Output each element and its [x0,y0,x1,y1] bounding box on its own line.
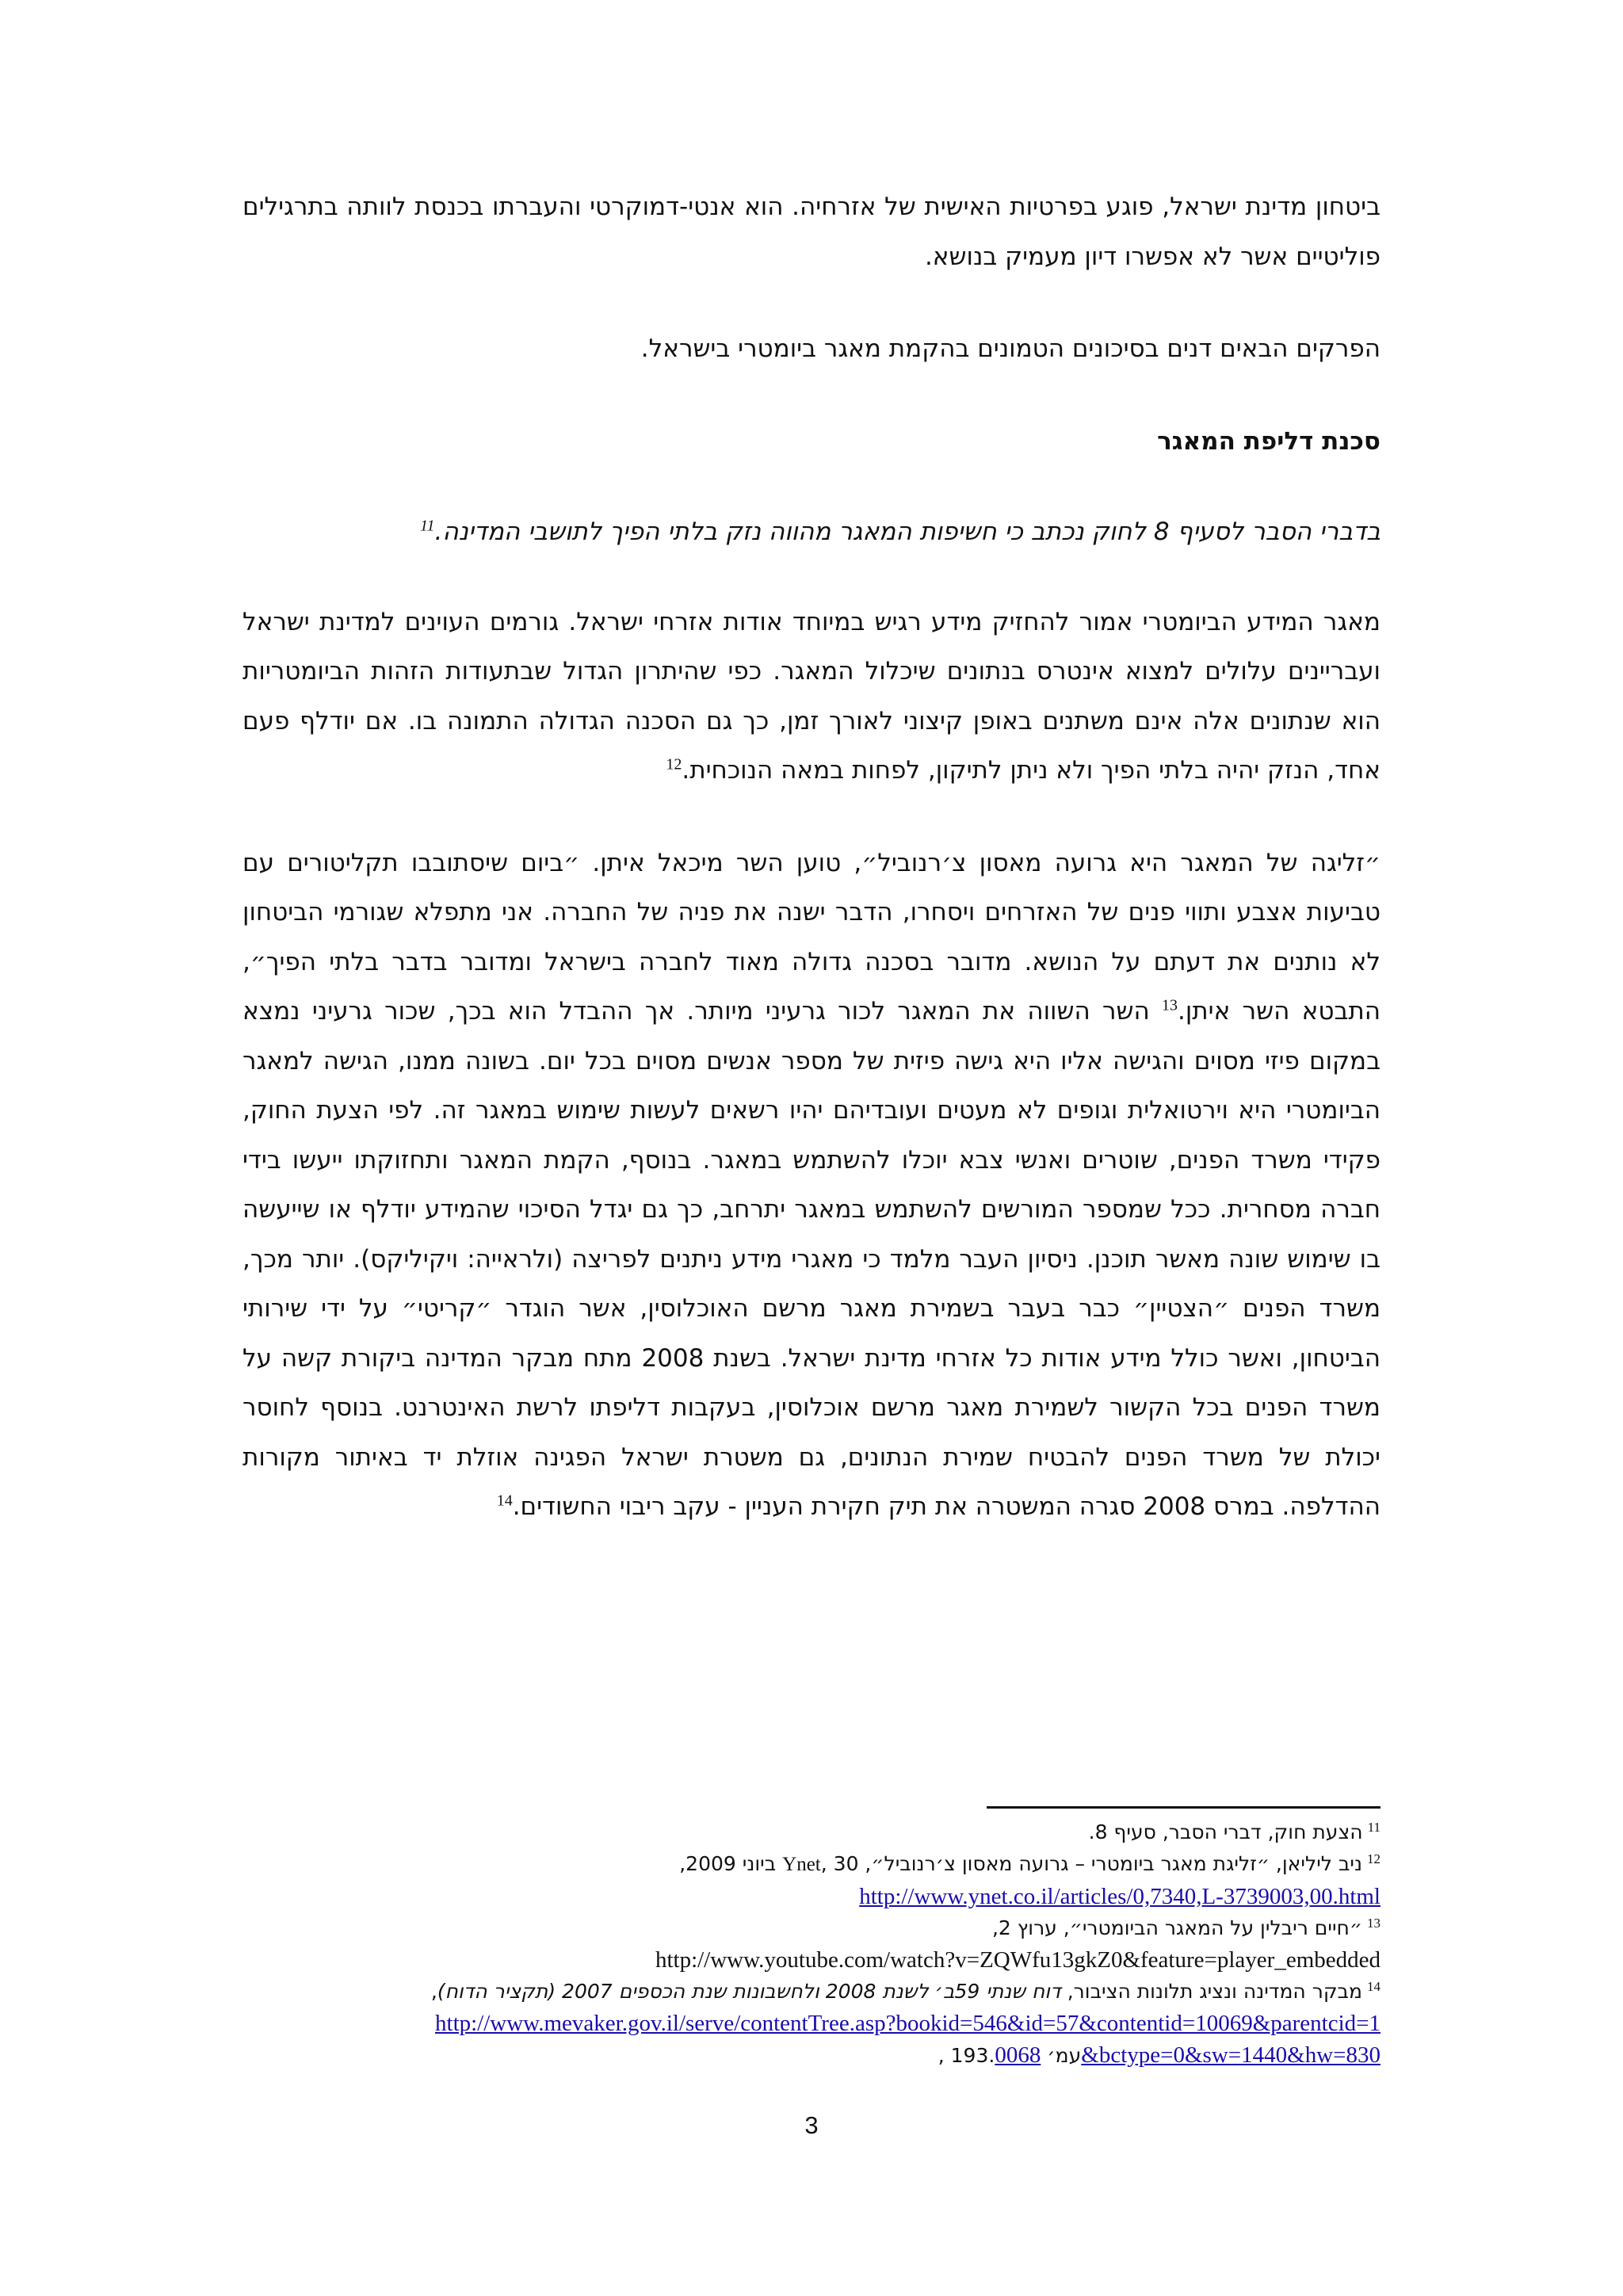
footnote-divider [987,1806,1381,1809]
paragraph-intro: ביטחון מדינת ישראל, פוגע בפרטיות האישית של אזרחיה. הוא אנטי-דמוקרטי והעברתו בכנסת לוותה בתרגילים פוליטיים אשר לא אפשרו דיון מעמיק בנושא. [242,193,1381,271]
footnote-ref-14[interactable]: 14 [496,1492,513,1510]
footnote-ref-11[interactable]: 11 [419,517,435,535]
page-number: 3 [804,2111,819,2139]
footnote-text: ״חיים ריבלין על המאגר הביומטרי״, ערוץ 2, [991,1916,1362,1939]
footnote-11 [242,1817,1381,1848]
footnotes [242,1806,1381,2072]
footnote-ref-12[interactable]: 12 [666,755,682,774]
footnote-number: 14 [1367,1978,1381,1994]
paragraph-database-risk [242,598,1381,796]
footnote-text: מבקר המדינה ונציג תלונות הציבור, [1060,1980,1362,2003]
paragraph-database-risk-text: מאגר המידע הביומטרי אמור להחזיק מידע רגיש במיוחד אודות אזרחי ישראל. גורמים העוינים למדינת ישראל ועבריינים עלולים למצוא אינטרס בנתונים שיכלול המאגר. כפי שהיתרון הגדול שבתעודות הזהות הביומטריות הוא שנתונים אלה אינם משתנים באופן קיצוני לאורך זמן, כך גם הסכנה הגדולה התמונה בו. אם יודלף פעם אחד, הנזק יהיה בלתי הפיך ולא ניתן לתיקון, לפחות במאה הנוכחית. [242,607,1381,785]
footnote-link[interactable]: http://www.ynet.co.il/articles/0,7340,L-3739003,00.html [859,1884,1381,1909]
footnote-number: 13 [1367,1915,1381,1931]
paragraph-minister-quote-text-a: ״זליגה של המאגר היא גרועה מאסון צ׳רנוביל״, טוען השר מיכאל איתן. ״ביום שיסתובבו תקליטורים עם טביעות אצבע ותווי פנים של האזרחים ויסחרו, הדבר ישנה את פניה של החברה. אני מתפלא שגורמי הביטחון לא נותנים את דעתם על הנושא. מדובר בסכנה גדולה מאוד לחברה בישראל ומדובר בדבר בלתי הפיך״, התבטא השר איתן. [242,848,1381,1026]
section-heading: סכנת דליפת המאגר [1157,426,1381,456]
footnote-13-url-row [242,1944,1381,1976]
footnote-link[interactable]: http://www.mevaker.gov.il/serve/contentTree.asp?bookid=546&id=57&contentid=10069&parentcid=1 [435,2011,1381,2036]
paragraph-minister-quote [242,839,1381,1532]
footnote-number: 12 [1367,1851,1381,1866]
footnote-report-title: דוח שנתי 59ב׳ לשנת 2008 ולחשבונות שנת הכספים 2007 (תקציר הדוח) [437,1980,1061,2003]
footnote-url: http://www.youtube.com/watch?v=ZQWfu13gkZ0&feature=player_embedded [655,1947,1381,1973]
paragraph-chapters: הפרקים הבאים דנים בסיכונים הטמונים בהקמת מאגר ביומטרי בישראל. [640,334,1381,363]
footnote-page-ref: , עמ׳ 193. [938,2044,1082,2067]
footnote-text: ניב ליליאן, ״זליגת מאגר ביומטרי – גרועה מאסון צ׳רנוביל״, [858,1852,1362,1875]
italic-quote-text: בדברי הסבר לסעיף 8 לחוק נכתב כי חשיפות המאגר מהווה נזק בלתי הפיך לתושבי המדינה. [434,517,1381,546]
footnote-comma: , [430,1980,437,2003]
footnote-number: 11 [1367,1819,1381,1835]
footnote-14 [242,1976,1381,2008]
footnote-date: , 30 ביוני 2009, [679,1852,859,1875]
body-text [242,182,1381,1532]
footnote-ref-13[interactable]: 13 [1162,996,1178,1014]
footnote-link[interactable]: 0068&bctype=0&sw=1440&hw=830 [995,2042,1381,2068]
footnote-14-link-row-2 [242,2039,1381,2072]
footnote-text: הצעת חוק, דברי הסבר, סעיף 8. [1088,1820,1363,1843]
footnote-14-link-row-1 [242,2008,1381,2039]
footnote-12-link-row [242,1881,1381,1912]
footnote-13 [242,1912,1381,1944]
italic-quote [242,507,1381,556]
footnote-12 [242,1848,1381,1881]
paragraph-minister-quote-text-b: השר השווה את המאגר לכור גרעיני מיותר. אך ההבדל הוא בכך, שכור גרעיני נמצא במקום פיזי מסוים והגישה אליו היא גישה פיזית של מספר אנשים מסוים בכל יום. בשונה ממנו, הגישה למאגר הביומטרי היא וירטואלית וגופים לא מעטים ועובדיהם יהיו רשאים לעשות שימוש במאגר זה. לפי הצעת החוק, פקידי משרד הפנים, שוטרים ואנשי צבא יוכלו להשתמש במאגר. בנוסף, הקמת המאגר ותחזוקתו ייעשו בידי חברה מסחרית. ככל שמספר המורשים להשתמש במאגר יתרחב, כך גם יגדל הסיכוי שהמידע יודלף או שייעשה בו שימוש שונה מאשר תוכנן. ניסיון העבר מלמד כי מאגרי מידע ניתנים לפריצה (ולראייה: ויקיליקס). יותר מכך, משרד הפנים ״הצטיין״ כבר בעבר בשמירת מאגר מרשם האוכלוסין, אשר הוגדר ״קריטי״ על ידי שירותי הביטחון, ואשר כולל מידע אודות כל אזרחי מדינת ישראל. בשנת 2008 מתח מבקר המדינה ביקורת קשה על משרד הפנים בכל הקשור לשמירת מאגר מרשם אוכלוסין, בעקבות דליפתו לרשת האינטרנט. בנוסף לחוסר יכולת של משרד הפנים להבטיח שמירת הנתונים, גם משטרת ישראל הפגינה אוזלת יד באיתור מקורות ההדלפה. במרס 2008 סגרה המשטרה את תיק חקירת העניין - עקב ריבוי החשודים. [242,997,1381,1521]
footnote-site-name: Ynet [782,1854,821,1875]
